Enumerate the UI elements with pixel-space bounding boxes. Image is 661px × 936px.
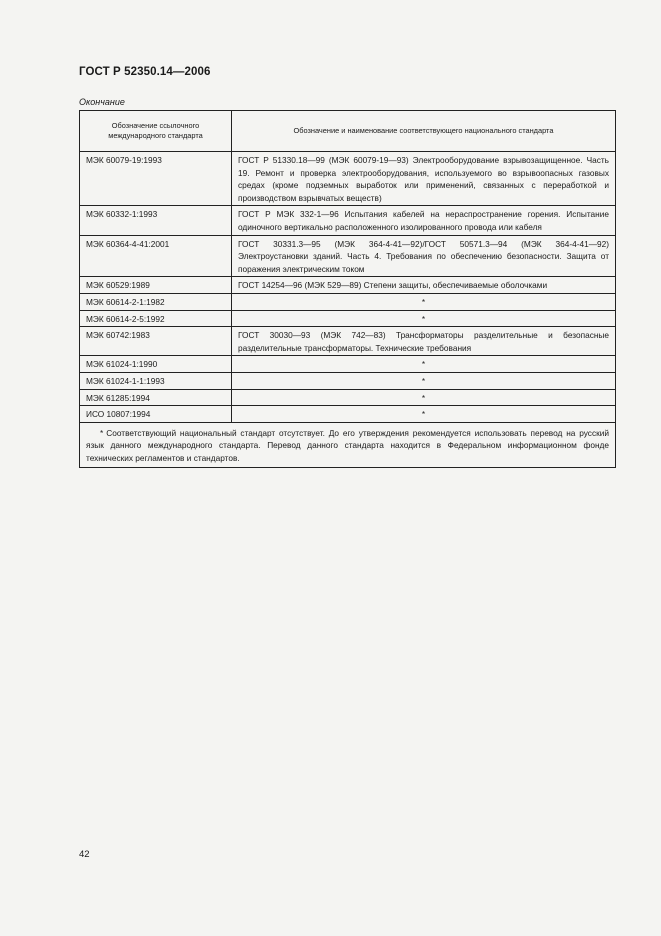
intl-standard-cell: МЭК 60614-2-1:1982	[80, 293, 232, 310]
table-row	[80, 293, 616, 310]
table-row	[80, 277, 616, 294]
table-row	[80, 235, 616, 277]
table-row	[80, 372, 616, 389]
national-standard-cell: *	[232, 406, 616, 423]
table-footnote-row	[80, 422, 616, 468]
table-header-row	[80, 111, 616, 152]
table-row	[80, 406, 616, 423]
footnote-mark: *	[100, 427, 104, 438]
table-footnote	[80, 422, 616, 468]
table-row	[80, 327, 616, 356]
intl-standard-cell: МЭК 60614-2-5:1992	[80, 310, 232, 327]
national-standard-cell: *	[232, 356, 616, 373]
document-header: ГОСТ Р 52350.14—2006	[79, 66, 211, 78]
intl-standard-cell: МЭК 60079-19:1993	[80, 152, 232, 206]
intl-standard-cell: МЭК 61024-1-1:1993	[80, 372, 232, 389]
intl-standard-cell: МЭК 60529:1989	[80, 277, 232, 294]
national-standard-cell: *	[232, 310, 616, 327]
table-row	[80, 310, 616, 327]
national-standard-cell: *	[232, 372, 616, 389]
column-header-international: Обозначение ссылочного международного стандарта	[80, 111, 232, 152]
national-standard-cell: *	[232, 293, 616, 310]
footnote-text: Соответствующий национальный стандарт отсутствует. До его утверждения рекомендуется использовать перевод на русский язык данного международного стандарта. Перевод данного стандарта находится в Федеральном информационном фонде технических регламентов и стандартов.	[86, 427, 609, 463]
intl-standard-cell: ИСО 10807:1994	[80, 406, 232, 423]
intl-standard-cell: МЭК 60364-4-41:2001	[80, 235, 232, 277]
national-standard-cell: *	[232, 389, 616, 406]
standards-table	[79, 110, 616, 468]
intl-standard-cell: МЭК 61024-1:1990	[80, 356, 232, 373]
column-header-national: Обозначение и наименование соответствующего национального стандарта	[232, 111, 616, 152]
national-standard-cell: ГОСТ 30331.3—95 (МЭК 364-4-41—92)/ГОСТ 50571.3—94 (МЭК 364-4-41—92) Электроустановки зданий. Часть 4. Требования по обеспечению безопасности. Защита от поражения электрическим током	[232, 235, 616, 277]
intl-standard-cell: МЭК 61285:1994	[80, 389, 232, 406]
national-standard-cell: ГОСТ 30030—93 (МЭК 742—83) Трансформаторы разделительные и безопасные разделительные трансформаторы. Технические требования	[232, 327, 616, 356]
national-standard-cell: ГОСТ Р 51330.18—99 (МЭК 60079-19—93) Электрооборудование взрывозащищенное. Часть 19. Ремонт и проверка электрооборудования, используемого во взрывоопасных газовых средах (кроме подземных выработок или применений, связанных с переработкой и производством взрывчатых веществ)	[232, 152, 616, 206]
table-row	[80, 389, 616, 406]
national-standard-cell: ГОСТ Р МЭК 332-1—96 Испытания кабелей на нераспространение горения. Испытание одиночного вертикально расположенного изолированного провода или кабеля	[232, 206, 616, 235]
table-row	[80, 152, 616, 206]
table-caption: Окончание	[79, 97, 125, 107]
intl-standard-cell: МЭК 60742:1983	[80, 327, 232, 356]
table-row	[80, 206, 616, 235]
intl-standard-cell: МЭК 60332-1:1993	[80, 206, 232, 235]
national-standard-cell: ГОСТ 14254—96 (МЭК 529—89) Степени защиты, обеспечиваемые оболочками	[232, 277, 616, 294]
page-number: 42	[79, 849, 90, 860]
table-row	[80, 356, 616, 373]
